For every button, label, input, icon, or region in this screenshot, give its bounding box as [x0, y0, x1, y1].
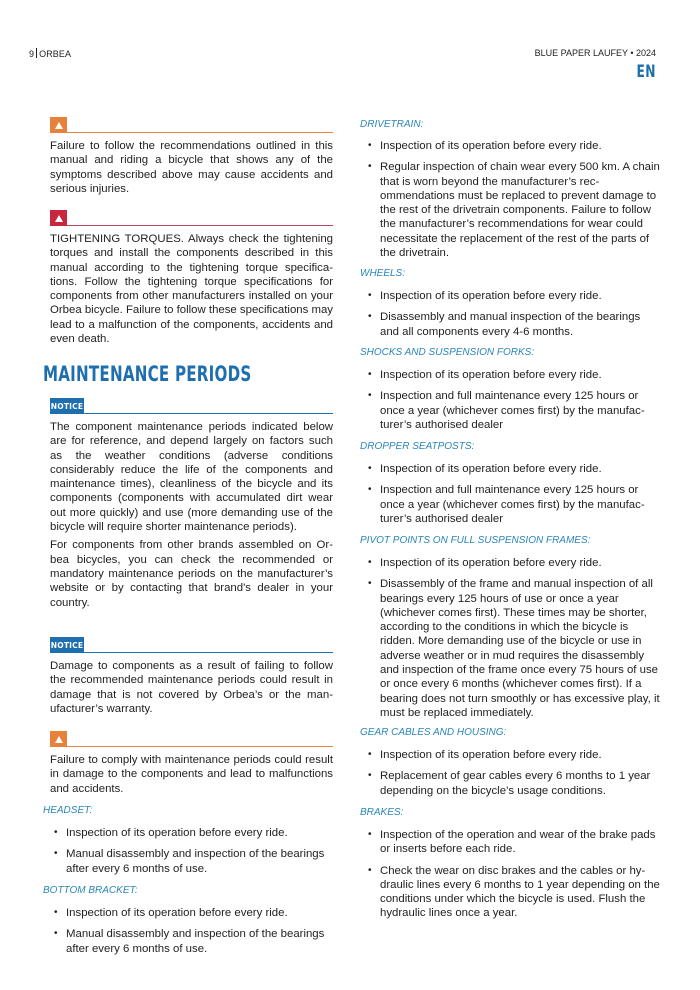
divider — [50, 746, 333, 748]
subhead-headset: HEADSET: — [43, 805, 93, 816]
language-tag: EN — [636, 62, 656, 82]
warning-triangle-icon — [55, 122, 63, 129]
notice-badge: NOTICE — [50, 398, 84, 414]
notice-callout — [50, 398, 333, 610]
list-item: • Inspection of its operation before every ride. — [368, 139, 660, 153]
list-item: • Regular inspection of chain wear every 500 km. A chain that is worn beyond the manufacturer’s recommendations must be replaced to prevent damage to the rest of the drivetrain components. Failure to follow the manufacturer’s recommendations for wear could necessitate the replacement of the rest of the parts of the drivetrain. — [368, 160, 660, 260]
brand-name: ORBEA — [39, 49, 72, 59]
warning-text: Failure to follow the recommendations outlined in this manual and riding a bicycle that shows any of the symptoms described above may cause accidents and serious injuries. — [50, 140, 333, 195]
notice-callout — [50, 637, 333, 716]
subhead-pivot-points: PIVOT POINTS ON FULL SUSPENSION FRAMES: — [360, 535, 591, 546]
list-item: • Inspection of its operation before every ride. — [54, 906, 333, 920]
danger-callout — [50, 210, 333, 346]
notice-badge: NOTICE — [50, 637, 84, 653]
notice-paragraph: The component maintenance periods indicated below are for reference, and depend largely on factors such as the weather conditions (adverse conditions considerably reduce the life of the components and maintenance times), cleanliness of the bicycle and its components (components with accumulated dirt wear out more quickly) and use (more demanding use of the bicycle will require shorter maintenance periods). — [50, 421, 333, 534]
warning-callout — [50, 117, 333, 196]
subhead-brakes: BRAKES: — [360, 807, 404, 818]
section-title: MAINTENANCE PERIODS — [43, 362, 252, 386]
subhead-dropper-seatposts: DROPPER SEATPOSTS: — [360, 441, 475, 452]
list-item: • Inspection of its operation before every ride. — [368, 748, 660, 762]
headset-list — [54, 826, 333, 883]
subhead-shocks: SHOCKS AND SUSPENSION FORKS: — [360, 347, 535, 358]
danger-text: TIGHTENING TORQUES. Always check the tightening torques and install the components described in this manual according to the tightening torque specifications. Follow the tightening torque specifications for components from other manufacturers installed on your Orbea bicycle. Failure to follow these specifications may lead to a malfunction of the components, accidents and even death. — [50, 233, 333, 346]
warning-badge — [50, 117, 67, 133]
warning-text: Failure to comply with maintenance periods could result in damage to the components and lead to malfunctions and accidents. — [50, 754, 333, 795]
notice-text: Damage to components as a result of failing to follow the recommended maintenance periods could result in damage that is not covered by Orbea’s or the manufacturer’s warranty. — [50, 660, 333, 715]
warning-triangle-icon — [55, 215, 63, 222]
document-title: BLUE PAPER LAUFEY • 2024 — [534, 48, 656, 58]
warning-callout — [50, 731, 333, 796]
list-item: • Inspection and full maintenance every 125 hours or once a year (whichever comes first) by the manufacturer’s authorised dealer — [368, 389, 660, 432]
pivot-list — [368, 556, 660, 727]
list-item: • Check the wear on disc brakes and the cables or hydraulic lines every 6 months to 1 year depending on the conditions under which the bicycle is used. Flush the hydraulic lines once a year. — [368, 864, 660, 921]
divider — [50, 225, 333, 227]
list-item: • Inspection of its operation before every ride. — [368, 462, 660, 476]
list-item: • Replacement of gear cables every 6 months to 1 year depending on the bicycle’s usage conditions. — [368, 769, 660, 798]
divider — [50, 132, 333, 134]
subhead-drivetrain: DRIVETRAIN: — [360, 119, 424, 130]
list-item: • Inspection and full maintenance every 125 hours or once a year (whichever comes first) by the manufacturer’s authorised dealer — [368, 483, 660, 526]
subhead-bottom-bracket: BOTTOM BRACKET: — [43, 885, 138, 896]
dropper-list — [368, 462, 660, 533]
divider — [36, 48, 37, 58]
list-item: • Inspection of its operation before every ride. — [368, 368, 660, 382]
list-item: • Inspection of its operation before every ride. — [368, 556, 660, 570]
brakes-list — [368, 828, 660, 928]
list-item: • Disassembly and manual inspection of the bearings and all components every 4-6 months. — [368, 310, 660, 339]
warning-badge — [50, 731, 67, 747]
list-item: • Inspection of its operation before every ride. — [54, 826, 333, 840]
list-item: • Inspection of its operation before every ride. — [368, 289, 660, 303]
page-number: 9 — [29, 49, 35, 59]
bottom-bracket-list — [54, 906, 333, 963]
wheels-list — [368, 289, 660, 346]
gear-cables-list — [368, 748, 660, 805]
drivetrain-list — [368, 139, 660, 267]
notice-paragraph: For components from other brands assembled on Orbea bicycles, you can check the recommended or mandatory maintenance periods on the manufacturer’s website or by contacting that brand's dealer in your country. — [50, 539, 333, 609]
divider — [50, 413, 333, 415]
list-item: • Manual disassembly and inspection of the bearings after every 6 months of use. — [54, 927, 333, 956]
shocks-list — [368, 368, 660, 439]
warning-triangle-icon — [55, 736, 63, 743]
list-item: • Inspection of the operation and wear of the brake pads or inserts before each ride. — [368, 828, 660, 857]
page-header-left — [29, 48, 71, 59]
subhead-wheels: WHEELS: — [360, 268, 406, 279]
danger-badge — [50, 210, 67, 226]
subhead-gear-cables: GEAR CABLES AND HOUSING: — [360, 727, 507, 738]
divider — [50, 652, 333, 654]
list-item: • Manual disassembly and inspection of the bearings after every 6 months of use. — [54, 847, 333, 876]
list-item: • Disassembly of the frame and manual inspection of all bearings every 125 hours of use or once a year (whichever comes first). These times may be shorter, according to the conditions in which the bicycle is ridden. More demanding use of the bicycle or use in adverse weather or in mud requires the disassembly and inspection of the frame once every 75 hours of use or once every 6 months (whichever comes first). If a bearing does not turn smoothly or has excessive play, it must be replaced immediately. — [368, 577, 660, 720]
